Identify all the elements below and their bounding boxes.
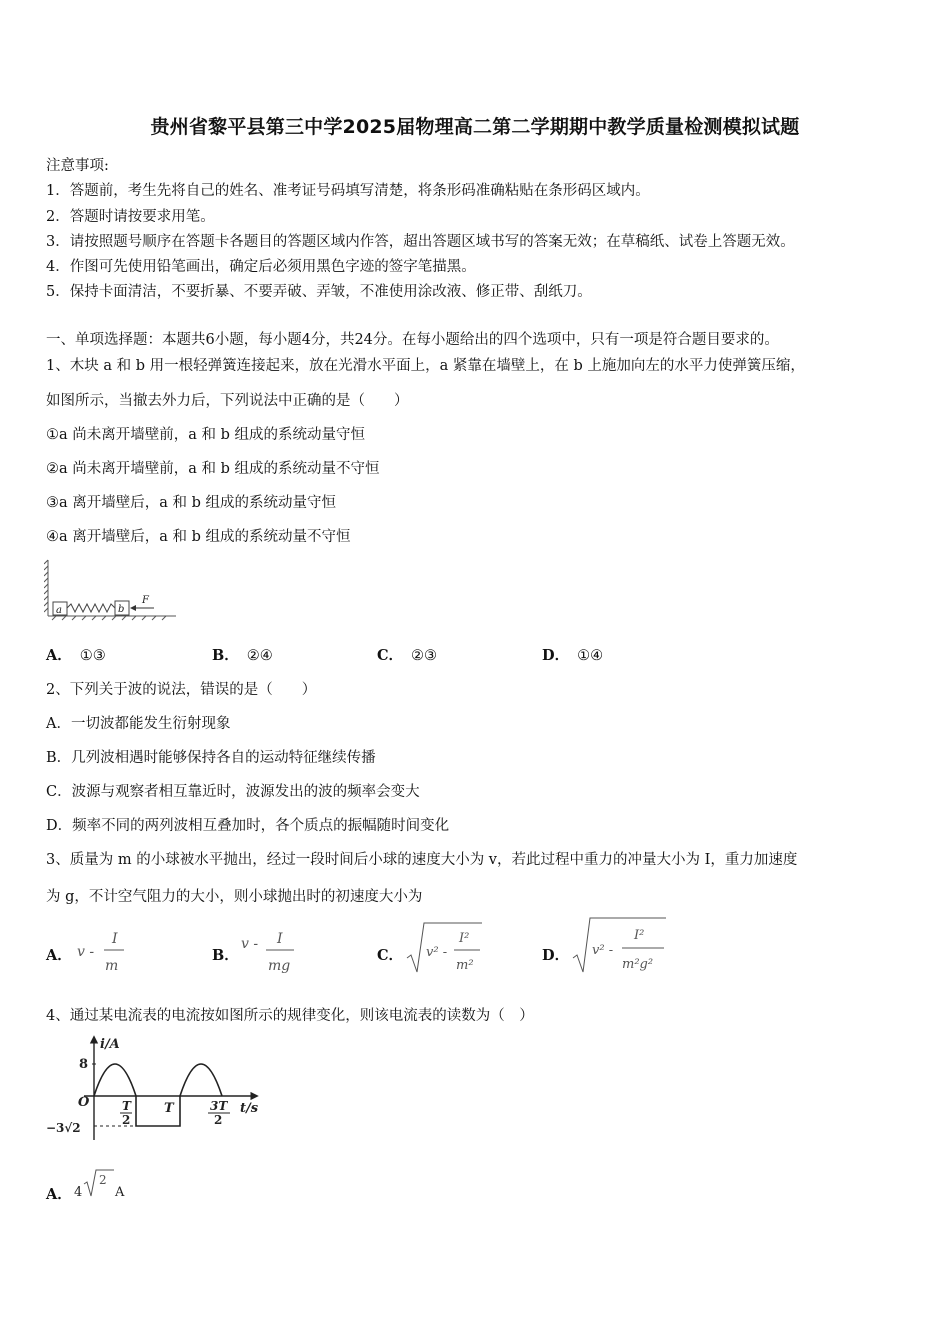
q3-option-b-letter[interactable]: B． xyxy=(212,947,239,964)
origin-label: O xyxy=(78,1095,90,1110)
q3-option-c-letter[interactable]: C． xyxy=(377,947,404,964)
notice-heading: 注意事项: xyxy=(46,158,109,174)
q1-statement: ②a 尚未离开墙壁前，a 和 b 组成的系统动量不守恒 xyxy=(46,461,380,477)
q3-option-c-formula[interactable] xyxy=(404,918,488,978)
q3-stem-line2: 为 g，不计空气阻力的大小，则小球抛出时的初速度大小为 xyxy=(46,889,423,905)
force-label: F xyxy=(142,595,149,606)
tick-half-period-num: T xyxy=(122,1099,131,1113)
q2-option-d[interactable]: D．频率不同的两列波相互叠加时，各个质点的振幅随时间变化 xyxy=(46,818,450,834)
page-title: 贵州省黎平县第三中学2025届物理高二第二学期期中教学质量检测模拟试题 xyxy=(150,116,800,138)
svg-text:v -: v - xyxy=(241,936,259,952)
q2-option-a[interactable]: A．一切波都能发生衍射现象 xyxy=(46,716,231,732)
q4-option-a-value[interactable] xyxy=(72,1166,132,1202)
q3-option-a-letter[interactable]: A． xyxy=(46,947,72,964)
y-max-label: 8 xyxy=(79,1057,89,1072)
tick-3half-period-num: 3T xyxy=(210,1099,228,1113)
block-b-label: b xyxy=(118,604,125,615)
y-min-label: −3√2 xyxy=(46,1121,81,1135)
q4-stem: 4、通过某电流表的电流按如图所示的规律变化，则该电流表的读数为（ ） xyxy=(46,1008,534,1024)
notice-item: 2．答题时请按要求用笔。 xyxy=(46,209,215,225)
svg-text:2: 2 xyxy=(99,1173,107,1187)
q3-stem-line1: 3、质量为 m 的小球被水平抛出，经过一段时间后小球的速度大小为 v，若此过程中重力的冲量大小为 I，重力加速度 xyxy=(46,852,798,868)
q1-statement: ①a 尚未离开墙壁前，a 和 b 组成的系统动量守恒 xyxy=(46,427,366,443)
q4-option-a[interactable]: A． xyxy=(46,1186,72,1203)
q3-option-d-letter[interactable]: D． xyxy=(542,947,570,964)
y-axis-label: i/A xyxy=(100,1037,120,1052)
q3-option-b-formula[interactable] xyxy=(238,926,318,976)
svg-text:v -: v - xyxy=(77,944,95,960)
svg-text:I²: I² xyxy=(459,931,470,946)
notice-item: 4．作图可先使用铅笔画出，确定后必须用黑色字迹的签字笔描黑。 xyxy=(46,259,476,275)
svg-text:I: I xyxy=(277,931,283,947)
q1-stem-line2: 如图所示，当撤去外力后，下列说法中正确的是（ ） xyxy=(46,393,409,409)
tick-3half-period-den: 2 xyxy=(214,1113,223,1127)
q2-stem: 2、下列关于波的说法，错误的是（ ） xyxy=(46,682,317,698)
notice-item: 3．请按照题号顺序在答题卡各题目的答题区域内作答，超出答题区域书写的答案无效；在草稿纸、试卷上答题无效。 xyxy=(46,234,795,250)
svg-text:mg: mg xyxy=(268,958,291,974)
q4-current-graph xyxy=(44,1032,264,1148)
q1-option-d[interactable]: D． ①④ xyxy=(542,647,604,664)
positive-half-wave xyxy=(94,1064,136,1096)
q3-option-d-formula[interactable] xyxy=(570,914,670,978)
q2-option-b[interactable]: B．几列波相遇时能够保持各自的运动特征继续传播 xyxy=(46,750,376,766)
q1-stem-line1: 1、木块 a 和 b 用一根轻弹簧连接起来，放在光滑水平面上，a 紧靠在墙壁上，在 b 上施加向左的水平力使弹簧压缩， xyxy=(46,358,805,374)
q1-spring-figure xyxy=(44,558,180,626)
q1-option-b[interactable]: B． ②④ xyxy=(212,647,273,664)
svg-text:m²g²: m²g² xyxy=(622,957,654,972)
svg-text:v² -: v² - xyxy=(426,945,448,960)
section-heading: 一、单项选择题：本题共6小题，每小题4分，共24分。在每小题给出的四个选项中，只有一项是符合题目要求的。 xyxy=(46,332,779,348)
x-axis-label: t/s xyxy=(240,1101,259,1116)
q1-statement: ④a 离开墙壁后，a 和 b 组成的系统动量不守恒 xyxy=(46,529,351,545)
svg-text:v² -: v² - xyxy=(592,943,614,958)
positive-half-wave xyxy=(180,1064,222,1096)
svg-text:A: A xyxy=(115,1185,125,1200)
notice-item: 5．保持卡面清洁，不要折暴、不要弄破、弄皱，不准使用涂改液、修正带、刮纸刀。 xyxy=(46,284,592,300)
svg-text:m: m xyxy=(105,958,119,974)
tick-half-period-den: 2 xyxy=(122,1113,131,1127)
svg-text:4: 4 xyxy=(74,1185,83,1200)
q2-option-c[interactable]: C．波源与观察者相互靠近时，波源发出的波的频率会变大 xyxy=(46,784,420,800)
svg-text:I: I xyxy=(112,931,118,947)
spring xyxy=(67,604,115,612)
svg-text:m²: m² xyxy=(456,958,474,973)
svg-text:I²: I² xyxy=(634,928,645,943)
block-a-label: a xyxy=(56,605,62,616)
q3-option-a-formula[interactable] xyxy=(74,926,144,976)
notice-item: 1．答题前，考生先将自己的姓名、准考证号码填写清楚，将条形码准确粘贴在条形码区域内。 xyxy=(46,183,650,199)
q1-statement: ③a 离开墙壁后，a 和 b 组成的系统动量守恒 xyxy=(46,495,337,511)
q1-option-c[interactable]: C． ②③ xyxy=(377,647,438,664)
q1-option-a[interactable]: A． ①③ xyxy=(46,647,106,664)
tick-period: T xyxy=(164,1101,174,1116)
